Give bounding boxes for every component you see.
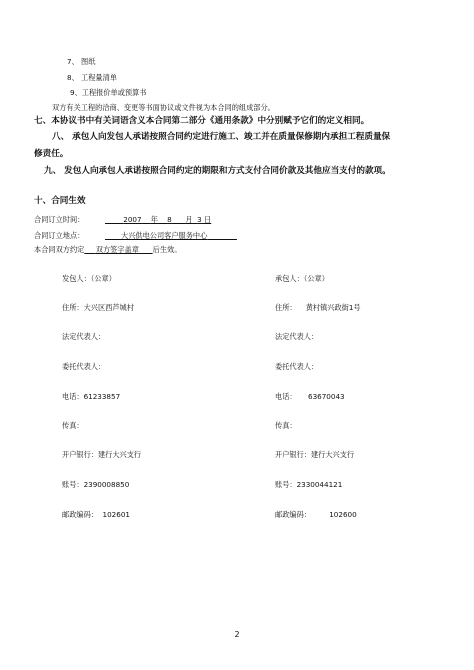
clause-9: 九、 发包人向承包人承诺按照合同约定的期限和方式支付合同价款及其他应当支付的款项。 <box>44 166 391 176</box>
employer-address: 住所：大兴区西芦城村 <box>62 303 134 312</box>
clause-8-line-2: 修责任。 <box>34 149 69 159</box>
sign-time-label: 合同订立时间： <box>34 215 85 224</box>
contractor-account: 账号：2330044121 <box>275 480 343 489</box>
clause-8-line-1: 八、 承包人向发包人承诺按照合同约定进行施工、竣工并在质量保修期内承担工程质量保 <box>52 132 391 142</box>
contractor-postcode: 邮政编码： 102600 <box>275 510 357 519</box>
contractor-agent: 委托代表人： <box>275 362 319 371</box>
employer-title: 发包人：（公章） <box>62 274 116 283</box>
employer-phone: 电话：61233857 <box>62 392 121 401</box>
contractor-fax: 传真： <box>275 421 297 430</box>
effective-clause: 本合同双方约定 双方签字盖章 后生效。 <box>34 245 182 254</box>
employer-agent: 委托代表人： <box>62 362 106 371</box>
page-number: 2 <box>234 630 240 639</box>
employer-account: 账号：2390008850 <box>62 480 130 489</box>
list-item-quotation: 9、工程报价单或预算书 <box>70 88 147 97</box>
clause-7: 七、本协议书中有关词语含义本合同第二部分《通用条款》中分别赋予它们的定义相同。 <box>34 116 370 126</box>
parties-note: 双方有关工程的洽商、变更等书面协议或文件视为本合同的组成部分。 <box>52 103 275 112</box>
sign-place-label: 合同订立地点： <box>34 231 85 240</box>
contractor-address: 住所： 黄村镇兴政街1号 <box>275 303 361 312</box>
contractor-title: 承包人：（公章） <box>275 274 329 283</box>
sign-place-value: 大兴供电公司客户服务中心 <box>121 231 208 240</box>
contractor-legal-rep: 法定代表人： <box>275 332 319 341</box>
list-item-drawings: 7、 图纸 <box>67 57 96 66</box>
clause-10-title: 十、合同生效 <box>34 196 86 206</box>
employer-legal-rep: 法定代表人： <box>62 332 106 341</box>
employer-fax: 传真： <box>62 421 84 430</box>
list-item-bill-of-quantities: 8、 工程量清单 <box>67 73 117 82</box>
sign-time-date: 2007 年 8 月 3 日 <box>123 215 212 224</box>
contractor-bank: 开户银行：建行大兴支行 <box>275 450 355 459</box>
employer-bank: 开户银行：建行大兴支行 <box>62 450 142 459</box>
employer-postcode: 邮政编码： 102601 <box>62 510 130 519</box>
contractor-phone: 电话： 63670043 <box>275 392 345 401</box>
